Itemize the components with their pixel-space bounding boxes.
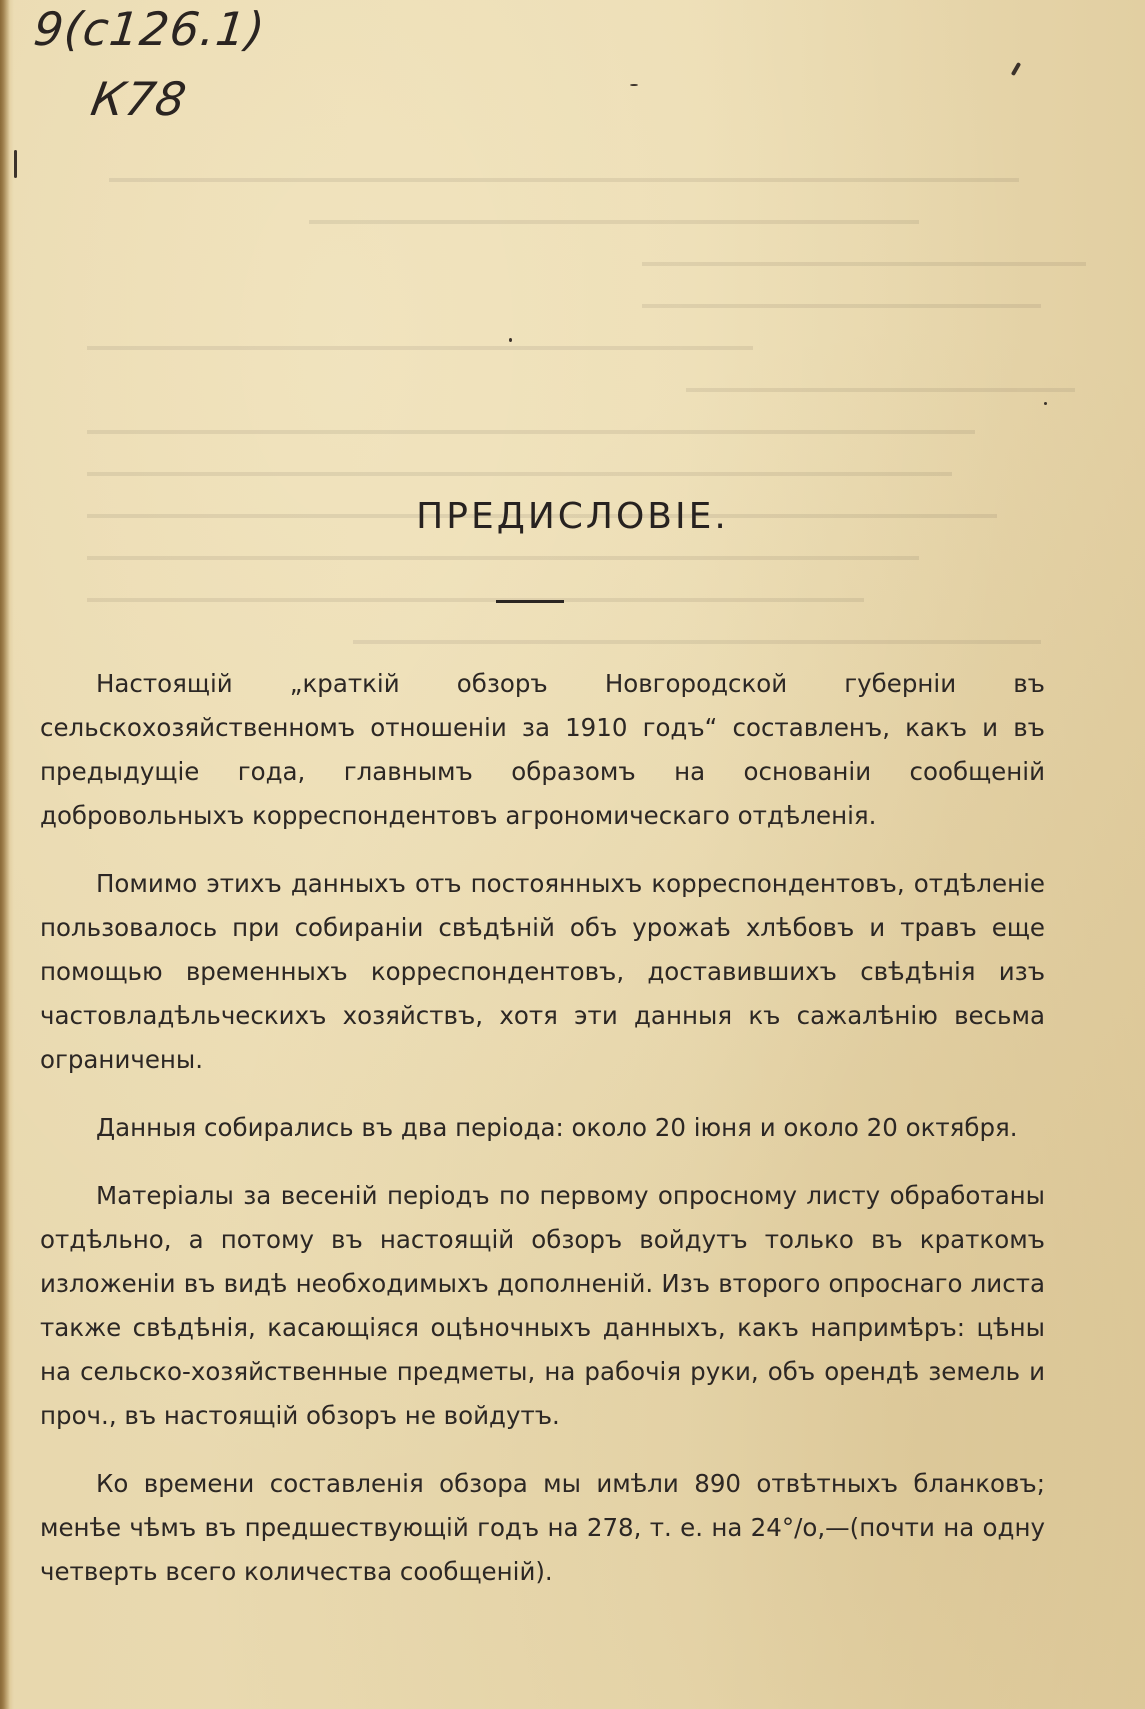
paragraph-1: Настоящій „краткій обзоръ Новгородской губерніи въ сельскохозяйственномъ отношеніи за 1910 годъ“ составленъ, какъ и въ предыдущіе года, главнымъ образомъ на основаніи сообщеній добровольныхъ корреспондентовъ агрономическаго отдѣленія. (40, 669, 1045, 830)
paper-speck (14, 150, 17, 178)
paper-speck (1044, 402, 1047, 405)
paragraph-2: Помимо этихъ данныхъ отъ постоянныхъ корреспондентовъ, отдѣленіе пользовалось при собираніи свѣдѣній объ урожаѣ хлѣбовъ и травъ еще помощью временныхъ корреспондентовъ, доставившихъ свѣдѣнія изъ частовладѣльческихъ хозяйствъ, хотя эти данныя къ сажалѣнію весьма ограничены. (40, 869, 1045, 1074)
handwritten-shelfmark-line1: 9(с126.1) (31, 2, 268, 56)
paragraph-5: Ко времени составленія обзора мы имѣли 890 отвѣтныхъ бланковъ; менѣе чѣмъ въ предшествующій годъ на 278, т. е. на 24°/о,—(почти на одну четверть всего количества сообщеній). (40, 1469, 1045, 1586)
paragraph-4: Матеріалы за весеній періодъ по первому опросному листу обработаны отдѣльно, а потому въ настоящій обзоръ войдутъ только въ краткомъ изложеніи въ видѣ необходимыхъ дополненій. Изъ второго опроснаго листа также свѣдѣнія, касающіяся оцѣночныхъ данныхъ, какъ напримѣръ: цѣны на сельско-хозяйственные предметы, на рабочія руки, объ орендѣ земель и проч., въ настоящій обзоръ не войдутъ. (40, 1181, 1045, 1430)
page-title: ПРЕДИСЛОВІЕ. (416, 496, 729, 537)
paper-speck (1011, 62, 1021, 76)
paragraph-3: Данныя собирались въ два періода: около 20 іюня и около 20 октября. (96, 1113, 1018, 1142)
paper-speck (509, 338, 512, 342)
bleed-through-text (20, 140, 1130, 700)
handwritten-shelfmark-line2: К78 (87, 72, 191, 126)
paper-speck (630, 84, 638, 86)
page-edge-shadow (0, 0, 10, 1709)
body-text (40, 662, 1045, 1618)
title-divider (496, 600, 564, 603)
